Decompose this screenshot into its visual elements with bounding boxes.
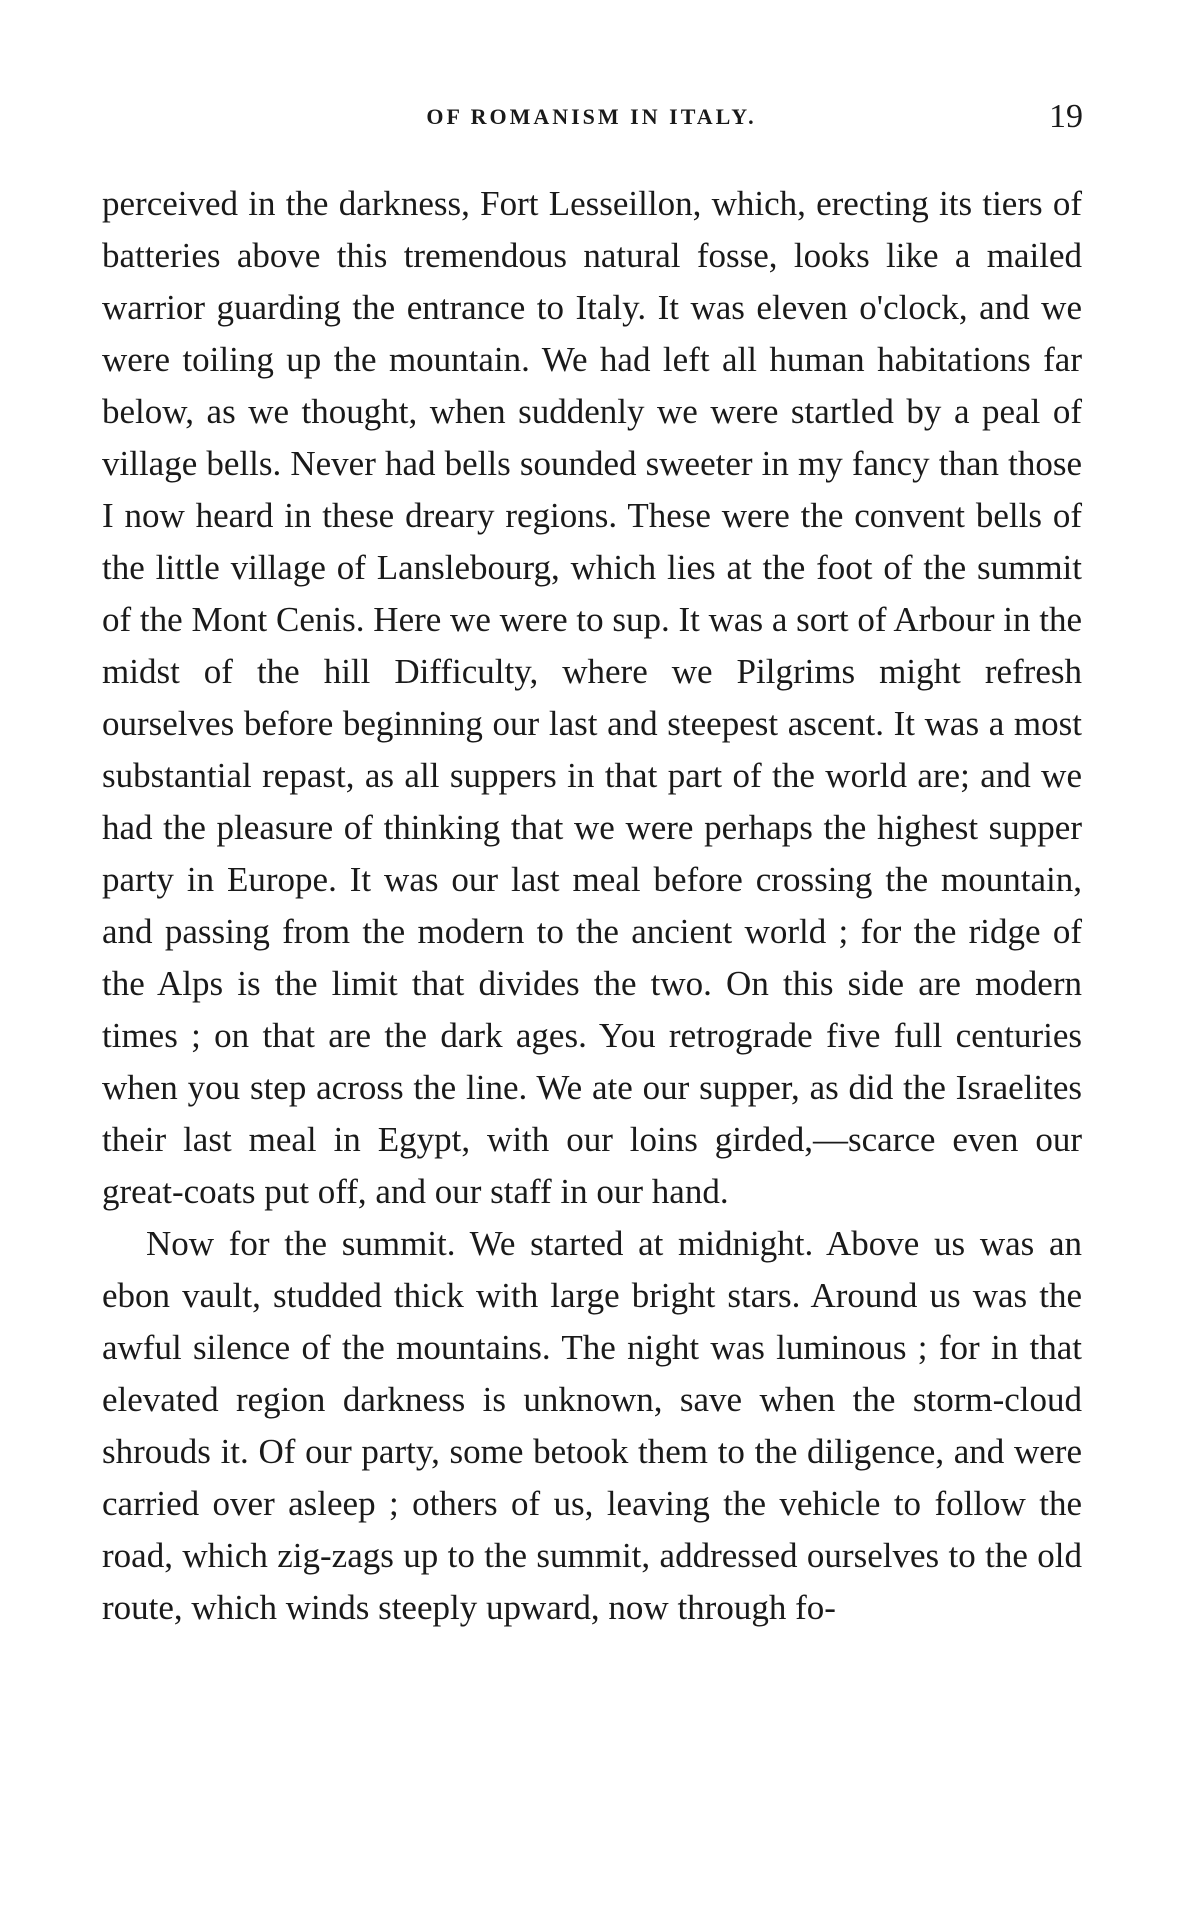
page-number: 19 <box>1049 98 1083 135</box>
running-title: OF ROMANISM IN ITALY. <box>426 104 757 129</box>
body-text <box>102 178 1082 1634</box>
paragraph-2: Now for the summit. We started at midnight. Above us was an ebon vault, studded thick with large bright stars. Around us was the awful silence of the mountains. The night was luminous ; for in that elevated region darkness is unknown, save when the storm-cloud shrouds it. Of our party, some betook them to the diligence, and were carried over asleep ; others of us, leaving the vehicle to follow the road, which zig-zags up to the summit, addressed ourselves to the old route, which winds steeply upward, now through fo- <box>102 1224 1082 1627</box>
running-head <box>0 98 1183 138</box>
paragraph-1: perceived in the darkness, Fort Lesseillon, which, erecting its tiers of batteries above this tremendous natural fosse, looks like a mailed warrior guarding the entrance to Italy. It was eleven o'clock, and we were toiling up the mountain. We had left all human habitations far below, as we thought, when suddenly we were startled by a peal of village bells. Never had bells sounded sweeter in my fancy than those I now heard in these dreary regions. These were the convent bells of the little village of Lanslebourg, which lies at the foot of the summit of the Mont Cenis. Here we were to sup. It was a sort of Arbour in the midst of the hill Difficulty, where we Pilgrims might refresh ourselves before beginning our last and steepest ascent. It was a most substantial repast, as all suppers in that part of the world are; and we had the pleasure of thinking that we were perhaps the highest supper party in Europe. It was our last meal before crossing the mountain, and passing from the modern to the ancient world ; for the ridge of the Alps is the limit that divides the two. On this side are modern times ; on that are the dark ages. You retrograde five full centuries when you step across the line. We ate our supper, as did the Israelites their last meal in Egypt, with our loins girded,—scarce even our great-coats put off, and our staff in our hand. <box>102 184 1082 1211</box>
